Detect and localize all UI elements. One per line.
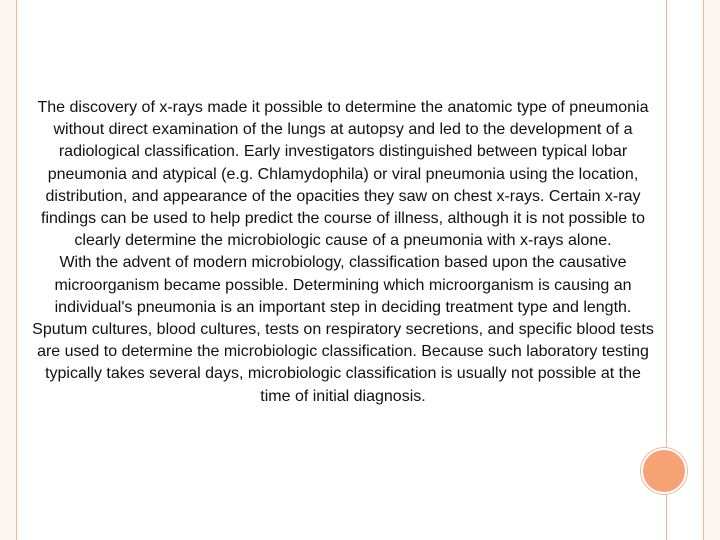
slide-body [30,97,656,408]
paragraph-microbiologic-classification: With the advent of modern microbiology, classification based upon the causative microorganism became possible. Determining which microorganism is causing an individual's pneumonia is an important step in deciding treatment type and length. Sputum cultures, blood cultures, tests on respiratory secretions, and specific blood tests are used to determine the microbiologic classification. Because such laboratory testing typically takes several days, microbiologic classification is usually not possible at the time of initial diagnosis. [32,254,654,405]
decorative-circle [641,448,687,494]
paragraph-xray-classification: The discovery of x-rays made it possible to determine the anatomic type of pneumonia without direct examination of the lungs at autopsy and led to the development of a radiological classification. Early investigators distinguished between typical lobar pneumonia and atypical (e.g. Chlamydophila) or viral pneumonia using the location, distribution, and appearance of the opacities they saw on chest x-rays. Certain x-ray findings can be used to help predict the course of illness, although it is not possible to clearly determine the microbiologic cause of a pneumonia with x-rays alone. [37,99,649,250]
